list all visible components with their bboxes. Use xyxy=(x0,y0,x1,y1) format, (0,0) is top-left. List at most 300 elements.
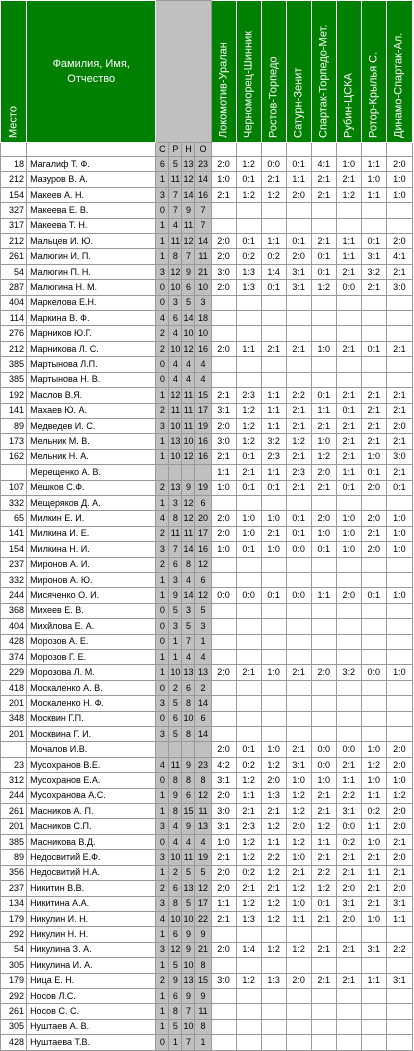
score-cell: 1:4 xyxy=(261,264,286,279)
name-cell: Малюгина Н. М. xyxy=(27,280,156,295)
stat-cell: 0 xyxy=(156,1035,169,1050)
score-cell: 2:0 xyxy=(336,881,361,896)
score-cell: 2:1 xyxy=(386,434,412,449)
score-cell: 1:2 xyxy=(336,187,361,202)
stat-cell: 6 xyxy=(169,988,182,1003)
table-row xyxy=(1,449,413,464)
stat-cell xyxy=(182,465,195,480)
score-cell: 1:2 xyxy=(236,157,261,172)
score-cell: 2:1 xyxy=(286,418,311,433)
stat-cell: 11 xyxy=(169,234,182,249)
table-row xyxy=(1,172,413,187)
score-cell xyxy=(361,927,386,942)
place-cell: 229 xyxy=(1,665,27,680)
table-row xyxy=(1,418,413,433)
name-cell: Никитина А.А. xyxy=(27,896,156,911)
score-cell: 3:1 xyxy=(286,264,311,279)
stats-header-blank xyxy=(156,1,211,143)
stat-cell: 13 xyxy=(182,157,195,172)
score-cell xyxy=(386,603,412,618)
name-cell: Никулина И. А. xyxy=(27,958,156,973)
stat-cell: 8 xyxy=(195,958,211,973)
score-cell xyxy=(361,711,386,726)
name-cell: Москаленко Н. Ф. xyxy=(27,696,156,711)
stat-cell: 1 xyxy=(169,1035,182,1050)
score-cell xyxy=(286,634,311,649)
score-cell: 2:1 xyxy=(386,264,412,279)
score-cell: 3:1 xyxy=(211,773,236,788)
stat-cell: 10 xyxy=(169,665,182,680)
table-row xyxy=(1,480,413,495)
score-cell: 1:0 xyxy=(286,896,311,911)
score-cell: 1:1 xyxy=(361,187,386,202)
score-cell: 1:2 xyxy=(386,788,412,803)
score-cell: 1:0 xyxy=(211,542,236,557)
stat-cell: 8 xyxy=(169,511,182,526)
score-cell: 2:1 xyxy=(361,280,386,295)
score-cell: 1:0 xyxy=(286,850,311,865)
table-row xyxy=(1,264,413,279)
score-cell: 2:1 xyxy=(361,526,386,541)
stat-cell: 1 xyxy=(156,249,169,264)
score-cell xyxy=(361,696,386,711)
score-cell: 1:1 xyxy=(286,911,311,926)
stat-cell: 0 xyxy=(156,280,169,295)
score-cell xyxy=(311,727,336,742)
score-cell: 2:0 xyxy=(211,865,236,880)
stat-cell: 1 xyxy=(156,988,169,1003)
score-cell: 2:1 xyxy=(286,449,311,464)
score-cell: 1:0 xyxy=(261,742,286,757)
score-cell: 0:1 xyxy=(361,588,386,603)
name-cell: Маркелова Е.Н. xyxy=(27,295,156,310)
stat-cell: 3 xyxy=(195,619,211,634)
score-cell xyxy=(386,1035,412,1050)
score-cell xyxy=(261,218,286,233)
score-cell: 2:1 xyxy=(361,896,386,911)
stat-cell: 4 xyxy=(169,326,182,341)
stat-cell: 2 xyxy=(156,526,169,541)
score-cell xyxy=(236,603,261,618)
score-cell: 3:1 xyxy=(286,757,311,772)
table-row xyxy=(1,665,413,680)
name-cell: Масникова В.Д. xyxy=(27,834,156,849)
score-cell xyxy=(336,696,361,711)
score-cell: 1:0 xyxy=(311,341,336,356)
score-cell xyxy=(261,696,286,711)
stat-cell: 5 xyxy=(169,958,182,973)
score-cell xyxy=(361,218,386,233)
score-cell xyxy=(286,1035,311,1050)
stat-cell: 2 xyxy=(156,403,169,418)
score-cell xyxy=(311,295,336,310)
score-cell xyxy=(336,326,361,341)
score-cell xyxy=(311,634,336,649)
score-cell: 1:1 xyxy=(286,172,311,187)
score-cell: 2:1 xyxy=(311,973,336,988)
score-cell: 2:0 xyxy=(386,757,412,772)
score-cell: 1:2 xyxy=(261,187,286,202)
place-cell: 141 xyxy=(1,403,27,418)
stat-cell: 4 xyxy=(156,911,169,926)
name-cell: Михеев Е. В. xyxy=(27,603,156,618)
score-cell: 2:1 xyxy=(236,804,261,819)
score-cell: 0:0 xyxy=(236,588,261,603)
place-cell: 162 xyxy=(1,449,27,464)
table-row xyxy=(1,634,413,649)
place-cell: 404 xyxy=(1,295,27,310)
table-row xyxy=(1,680,413,695)
stat-cell: 3 xyxy=(156,264,169,279)
stat-cell: 0 xyxy=(156,372,169,387)
score-cell: 1:0 xyxy=(361,449,386,464)
stat-cell: 15 xyxy=(195,973,211,988)
score-cell: 1:2 xyxy=(236,850,261,865)
stat-cell: 3 xyxy=(156,942,169,957)
score-cell xyxy=(261,357,286,372)
stat-cell: 4 xyxy=(169,372,182,387)
stat-cell: 12 xyxy=(195,588,211,603)
score-cell: 1:1 xyxy=(361,157,386,172)
score-cell xyxy=(386,295,412,310)
stat-cell: 6 xyxy=(195,572,211,587)
score-cell xyxy=(286,1004,311,1019)
stat-cell: 22 xyxy=(195,911,211,926)
stat-cell: 5 xyxy=(182,619,195,634)
table-row xyxy=(1,572,413,587)
stat-cell xyxy=(182,742,195,757)
score-cell xyxy=(261,958,286,973)
score-cell: 0:2 xyxy=(236,865,261,880)
score-cell: 2:3 xyxy=(286,465,311,480)
name-cell: Миронов А. И. xyxy=(27,557,156,572)
score-cell xyxy=(236,357,261,372)
stat-cell: 1 xyxy=(195,1035,211,1050)
stat-cell: 5 xyxy=(195,865,211,880)
place-cell: 54 xyxy=(1,264,27,279)
score-cell xyxy=(261,711,286,726)
score-cell: 1:1 xyxy=(311,588,336,603)
score-cell xyxy=(386,680,412,695)
table-row xyxy=(1,881,413,896)
score-cell: 1:2 xyxy=(236,773,261,788)
stat-cell: 13 xyxy=(182,973,195,988)
score-cell: 2:1 xyxy=(261,341,286,356)
score-cell xyxy=(336,1035,361,1050)
name-cell: Масников С.П. xyxy=(27,819,156,834)
table-row xyxy=(1,865,413,880)
place-cell: 192 xyxy=(1,388,27,403)
stat-cell: 1 xyxy=(156,434,169,449)
score-cell xyxy=(286,619,311,634)
score-cell: 2:1 xyxy=(286,742,311,757)
score-cell: 2:1 xyxy=(311,234,336,249)
stat-cell: 6 xyxy=(182,788,195,803)
score-cell: 2:0 xyxy=(211,418,236,433)
stat-header-s: С xyxy=(156,143,169,157)
stat-cell: 11 xyxy=(195,249,211,264)
score-cell: 2:1 xyxy=(236,881,261,896)
stat-cell: 0 xyxy=(156,295,169,310)
score-cell: 2:0 xyxy=(211,942,236,957)
stat-cell: 4 xyxy=(182,357,195,372)
place-cell: 212 xyxy=(1,172,27,187)
name-cell: Недосвитий Е.Ф. xyxy=(27,850,156,865)
stat-cell: 9 xyxy=(182,757,195,772)
score-cell xyxy=(211,603,236,618)
name-cell: Морозова Л. М. xyxy=(27,665,156,680)
table-row xyxy=(1,650,413,665)
stat-cell: 20 xyxy=(195,511,211,526)
stat-cell: 23 xyxy=(195,157,211,172)
score-cell: 0:2 xyxy=(236,757,261,772)
place-cell: 276 xyxy=(1,326,27,341)
score-cell: 1:1 xyxy=(336,465,361,480)
table-row xyxy=(1,711,413,726)
score-cell: 2:1 xyxy=(261,526,286,541)
score-cell: 2:1 xyxy=(361,434,386,449)
score-cell xyxy=(261,557,286,572)
score-cell xyxy=(286,727,311,742)
stat-cell: 10 xyxy=(169,911,182,926)
score-cell: 1:1 xyxy=(261,834,286,849)
place-cell: 201 xyxy=(1,696,27,711)
table-row xyxy=(1,465,413,480)
score-cell: 1:3 xyxy=(261,788,286,803)
score-cell: 0:0 xyxy=(336,819,361,834)
table-row xyxy=(1,218,413,233)
score-cell xyxy=(361,326,386,341)
name-cell: Мусохранов В.Е. xyxy=(27,757,156,772)
score-cell xyxy=(361,311,386,326)
score-cell xyxy=(311,927,336,942)
score-cell: 1:2 xyxy=(286,804,311,819)
place-cell: 201 xyxy=(1,727,27,742)
score-cell: 1:2 xyxy=(236,418,261,433)
stat-cell: 1 xyxy=(156,958,169,973)
stat-cell: 9 xyxy=(195,927,211,942)
stat-cell: 9 xyxy=(182,480,195,495)
stat-cell: 11 xyxy=(182,526,195,541)
table-row xyxy=(1,896,413,911)
score-cell xyxy=(336,357,361,372)
place-cell: 287 xyxy=(1,280,27,295)
table-row xyxy=(1,388,413,403)
stat-cell: 14 xyxy=(182,542,195,557)
score-cell: 3:1 xyxy=(361,249,386,264)
place-cell: 244 xyxy=(1,788,27,803)
score-cell: 0:2 xyxy=(236,249,261,264)
table-row xyxy=(1,187,413,202)
score-cell: 2:0 xyxy=(286,249,311,264)
stat-cell: 8 xyxy=(195,773,211,788)
score-cell xyxy=(361,727,386,742)
score-cell: 0:1 xyxy=(236,172,261,187)
score-cell: 2:0 xyxy=(361,542,386,557)
stat-header-r: Р xyxy=(169,143,182,157)
stat-cell: 11 xyxy=(182,403,195,418)
score-cell: 1:2 xyxy=(286,434,311,449)
score-cell: 1:2 xyxy=(236,973,261,988)
score-cell xyxy=(261,1035,286,1050)
score-cell: 2:1 xyxy=(336,264,361,279)
place-cell: 89 xyxy=(1,850,27,865)
score-cell xyxy=(236,557,261,572)
table-row xyxy=(1,788,413,803)
place-cell: 332 xyxy=(1,495,27,510)
stat-cell: 11 xyxy=(195,804,211,819)
subheader-row xyxy=(1,143,413,157)
score-cell xyxy=(236,711,261,726)
stat-cell: 6 xyxy=(169,927,182,942)
score-cell xyxy=(361,680,386,695)
score-cell: 0:1 xyxy=(386,480,412,495)
name-cell: Макеева Т. Н. xyxy=(27,218,156,233)
score-cell: 2:1 xyxy=(386,834,412,849)
score-cell: 2:1 xyxy=(261,804,286,819)
stat-cell: 3 xyxy=(182,603,195,618)
score-cell: 3:2 xyxy=(261,434,286,449)
table-row xyxy=(1,542,413,557)
score-cell: 1:2 xyxy=(261,865,286,880)
score-cell: 1:2 xyxy=(361,757,386,772)
score-cell: 2:0 xyxy=(211,511,236,526)
score-cell: 2:0 xyxy=(211,742,236,757)
score-cell: 1:2 xyxy=(261,757,286,772)
stat-cell: 11 xyxy=(182,218,195,233)
table-row xyxy=(1,850,413,865)
score-cell: 3:0 xyxy=(211,973,236,988)
score-cell: 1:1 xyxy=(336,773,361,788)
score-cell: 1:2 xyxy=(236,896,261,911)
place-cell: 154 xyxy=(1,187,27,202)
score-cell: 1:0 xyxy=(261,665,286,680)
score-cell: 2:0 xyxy=(286,819,311,834)
score-cell xyxy=(211,619,236,634)
table-row xyxy=(1,757,413,772)
score-cell: 0:0 xyxy=(261,157,286,172)
score-cell: 1:1 xyxy=(261,234,286,249)
stat-cell: 8 xyxy=(169,249,182,264)
name-cell: Милкина И. Е. xyxy=(27,526,156,541)
stat-cell: 6 xyxy=(195,711,211,726)
name-cell: Макеева Е. В. xyxy=(27,203,156,218)
place-cell: 385 xyxy=(1,372,27,387)
score-cell: 3:0 xyxy=(211,434,236,449)
stat-cell: 17 xyxy=(195,403,211,418)
score-cell: 2:2 xyxy=(311,865,336,880)
score-cell xyxy=(261,650,286,665)
score-cell xyxy=(286,203,311,218)
score-cell: 4:1 xyxy=(311,157,336,172)
stat-cell: 1 xyxy=(195,634,211,649)
score-cell: 2:1 xyxy=(361,850,386,865)
stat-cell: 6 xyxy=(169,711,182,726)
place-cell: 385 xyxy=(1,357,27,372)
score-cell xyxy=(286,711,311,726)
stat-cell: 1 xyxy=(156,865,169,880)
score-cell xyxy=(311,1035,336,1050)
score-cell xyxy=(236,958,261,973)
score-cell: 3:0 xyxy=(386,280,412,295)
score-cell: 1:2 xyxy=(311,881,336,896)
stat-cell: 16 xyxy=(195,542,211,557)
score-cell: 2:1 xyxy=(361,418,386,433)
score-cell: 0:2 xyxy=(361,804,386,819)
score-cell xyxy=(211,988,236,1003)
stat-cell: 5 xyxy=(195,603,211,618)
stat-cell: 0 xyxy=(156,711,169,726)
place-cell: 244 xyxy=(1,588,27,603)
name-cell: Мальцев И. Ю. xyxy=(27,234,156,249)
stat-cell: 1 xyxy=(156,234,169,249)
place-cell: 261 xyxy=(1,1004,27,1019)
score-cell xyxy=(386,203,412,218)
name-cell: Медведев И. С. xyxy=(27,418,156,433)
score-cell: 1:2 xyxy=(311,819,336,834)
score-cell xyxy=(361,603,386,618)
score-cell xyxy=(286,372,311,387)
score-cell xyxy=(386,634,412,649)
stat-cell: 12 xyxy=(182,449,195,464)
name-cell: Морозов Г. Е. xyxy=(27,650,156,665)
name-cell: Марникова Л. С. xyxy=(27,341,156,356)
table-row xyxy=(1,341,413,356)
place-cell: 374 xyxy=(1,650,27,665)
score-cell xyxy=(361,357,386,372)
place-cell: 212 xyxy=(1,234,27,249)
score-cell xyxy=(286,557,311,572)
place-cell: 385 xyxy=(1,834,27,849)
name-cell: Михйлова Е. А. xyxy=(27,619,156,634)
score-cell xyxy=(361,650,386,665)
stat-cell: 12 xyxy=(169,942,182,957)
score-cell xyxy=(211,634,236,649)
score-cell: 1:0 xyxy=(386,588,412,603)
name-cell: Малюгин И. П. xyxy=(27,249,156,264)
stat-cell: 9 xyxy=(169,973,182,988)
score-cell: 1:2 xyxy=(311,449,336,464)
stat-cell: 10 xyxy=(182,1019,195,1034)
stat-cell: 10 xyxy=(182,958,195,973)
stat-cell: 9 xyxy=(182,264,195,279)
score-cell xyxy=(211,1004,236,1019)
score-cell: 1:0 xyxy=(336,542,361,557)
score-cell: 1:2 xyxy=(286,881,311,896)
stat-cell: 3 xyxy=(156,542,169,557)
stat-cell: 4 xyxy=(169,819,182,834)
place-cell: 356 xyxy=(1,865,27,880)
stat-cell: 12 xyxy=(182,172,195,187)
score-cell: 1:2 xyxy=(236,834,261,849)
stat-cell: 3 xyxy=(156,187,169,202)
stat-cell: 19 xyxy=(195,850,211,865)
score-cell xyxy=(236,634,261,649)
name-cell: Мельник Н. А. xyxy=(27,449,156,464)
stat-cell: 10 xyxy=(169,341,182,356)
name-cell: Мельник М. В. xyxy=(27,434,156,449)
score-cell xyxy=(386,711,412,726)
score-cell xyxy=(311,203,336,218)
score-cell: 2:0 xyxy=(211,526,236,541)
score-cell: 0:1 xyxy=(311,388,336,403)
name-cell: Миронов А. Ю. xyxy=(27,572,156,587)
place-cell: 18 xyxy=(1,157,27,172)
score-cell: 0:1 xyxy=(236,742,261,757)
score-cell xyxy=(361,1004,386,1019)
stat-cell: 9 xyxy=(182,203,195,218)
score-cell xyxy=(211,958,236,973)
